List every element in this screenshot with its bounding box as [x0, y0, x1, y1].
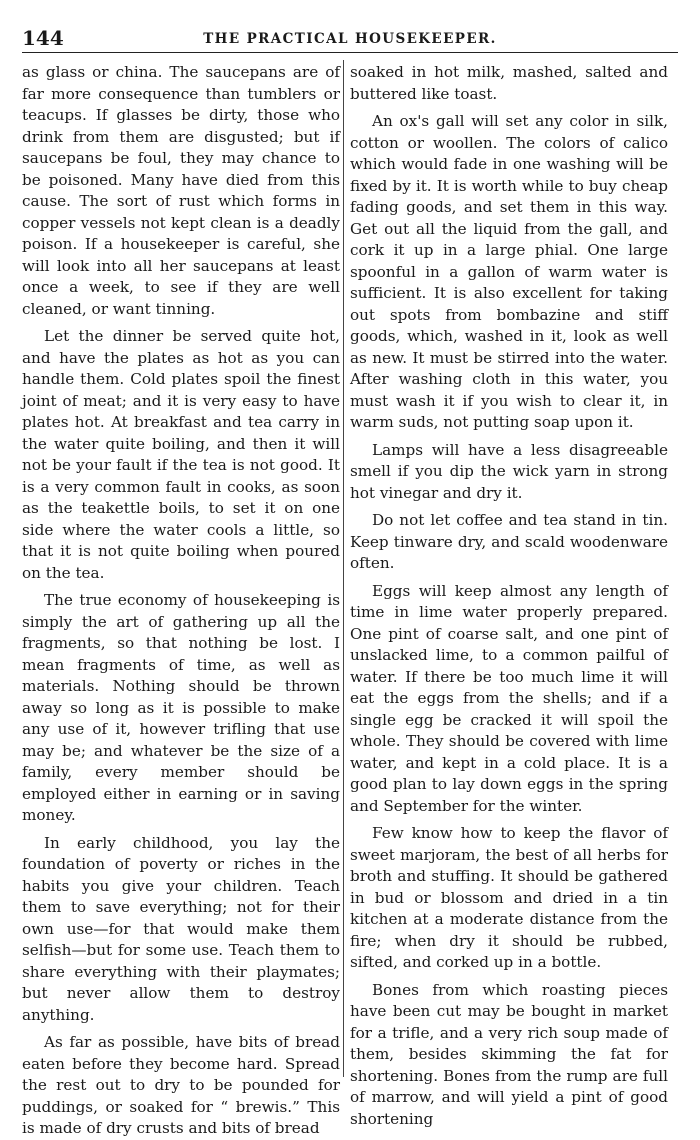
- page-number: 144: [22, 26, 64, 50]
- paragraph: In early childhood, you lay the foundation of poverty or riches in the habits you give your children. Teach them to save everything; not for their own use—for that would make them selfish—but for some use. Teach them to share everything with their playmates; but never allow them to destroy anything.: [22, 833, 340, 1024]
- paragraph: soaked in hot milk, mashed, salted and buttered like toast.: [350, 63, 668, 103]
- paragraph: The true economy of housekeeping is simply the art of gathering up all the fragments, so that nothing be lost. I mean fragments of time, as well as materials. Nothing should be thrown away so long as it is possible to make any use of it, however trifling that use may be; and whatever be the size of a family, every member should be employed either in earning or in saving money.: [22, 591, 340, 824]
- paragraph: Let the dinner be served quite hot, and have the plates as hot as you can handle them. Cold plates spoil the finest joint of meat; and it is very easy to have plates hot. At breakfast and tea carry in the water quite boiling, and then it will not be your fault if the tea is not good. It is a very common fault in cooks, as soon as the teakettle boils, to set it on one side where the water cools a little, so that it is not quite boiling when poured on the tea.: [22, 327, 340, 582]
- paragraph: As far as possible, have bits of bread eaten before they become hard. Spread the rest out to dry to be pounded for puddings, or soaked for “ brewis.” This is made of dry crusts and bits of bread: [22, 1033, 340, 1137]
- paragraph: Do not let coffee and tea stand in tin. Keep tinware dry, and scald woodenware often.: [350, 511, 668, 572]
- left-column: [22, 62, 340, 1137]
- right-column: [350, 62, 668, 1128]
- paragraph: Eggs will keep almost any length of time in lime water properly prepared. One pint of coarse salt, and one pint of unslacked lime, to a common pailful of water. If there be too much lime it will eat the eggs from the shells; and if a single egg be cracked it will spoil the whole. They should be covered with lime water, and kept in a cold place. It is a good plan to lay down eggs in the spring and September for the winter.: [350, 581, 668, 815]
- column-divider: [343, 60, 344, 1077]
- paragraph: Bones from which roasting pieces have been cut may be bought in market for a trifle, and a very rich soup made of them, besides skimming the fat for shortening. Bones from the rump are full of marrow, and will yield a pint of good shortening: [350, 980, 668, 1128]
- paragraph: An ox's gall will set any color in silk, cotton or woollen. The colors of calico which would fade in one washing will be fixed by it. It is worth while to buy cheap fading goods, and set them in this way. Get out all the liquid from the gall, and cork it up in a large phial. One large spoonful in a gallon of warm water is sufficient. It is also excellent for taking out spots from bombazine and stiff goods, which, washed in it, look as well as new. It must be stirred into the water. After washing cloth in this water, you must wash it if you wish to clear it, in warm suds, not putting soap upon it.: [350, 112, 668, 431]
- paragraph: Lamps will have a less disagreeable smell if you dip the wick yarn in strong hot vinegar and dry it.: [350, 440, 668, 502]
- paragraph: Few know how to keep the flavor of sweet marjoram, the best of all herbs for broth and stuffing. It should be gathered in bud or blossom and dried in a tin kitchen at a moderate distance from the fire; when dry it should be rubbed, sifted, and corked up in a bottle.: [350, 824, 668, 971]
- page-header: [22, 26, 678, 53]
- paragraph: as glass or china. The saucepans are of far more consequence than tumblers or teacups. If glasses be dirty, those who drink from them are disgusted; but if saucepans be foul, they may chance to be poisoned. Many have died from this cause. The sort of rust which forms in copper vessels not kept clean is a deadly poison. If a housekeeper is careful, she will look into all her saucepans at least once a week, to see if they are well cleaned, or want tinning.: [22, 63, 340, 318]
- running-head: THE PRACTICAL HOUSEKEEPER.: [203, 31, 497, 47]
